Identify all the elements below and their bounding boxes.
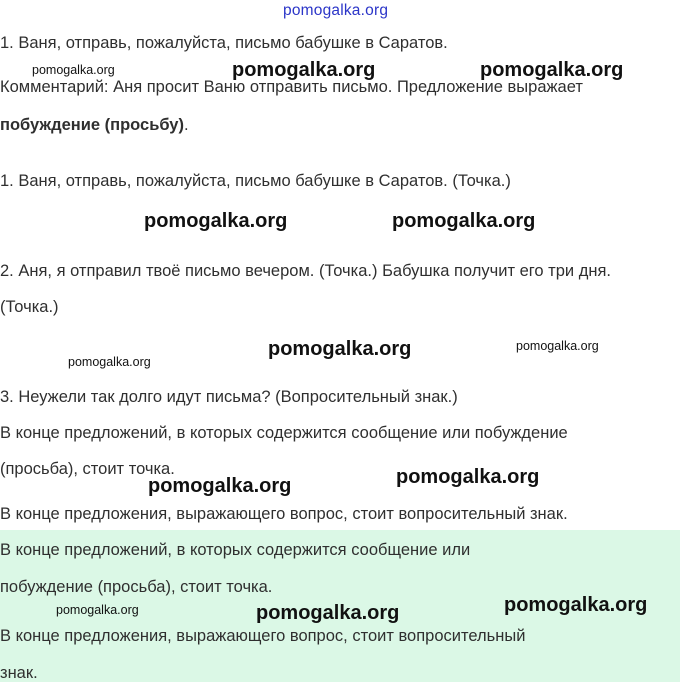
watermark-top: pomogalka.org — [283, 2, 389, 19]
watermark-logo: pomogalka.org — [268, 338, 412, 360]
comment-line-2 — [0, 116, 189, 135]
watermark-logo: pomogalka.org — [504, 594, 648, 616]
highlight-line-2: побуждение (просьба), стоит точка. — [0, 578, 273, 596]
rule-1b: (просьба), стоит точка. — [0, 460, 175, 478]
answer-line-1: 1. Ваня, отправь, пожалуйста, письмо бабушке в Саратов. (Точка.) — [0, 172, 511, 190]
watermark-logo: pomogalka.org — [56, 603, 139, 617]
watermark-logo: pomogalka.org — [32, 63, 115, 77]
rule-1a: В конце предложений, в которых содержится сообщение или побуждение — [0, 424, 568, 442]
watermark-logo: pomogalka.org — [68, 355, 151, 369]
watermark-logo: pomogalka.org — [232, 59, 376, 81]
answer-line-3: 3. Неужели так долго идут письма? (Вопросительный знак.) — [0, 388, 458, 406]
rule-2: В конце предложения, выражающего вопрос, стоит вопросительный знак. — [0, 505, 568, 523]
answer-line-2: 2. Аня, я отправил твоё письмо вечером. (Точка.) Бабушка получит его три дня. — [0, 262, 611, 280]
watermark-logo: pomogalka.org — [256, 602, 400, 624]
watermark-logo: pomogalka.org — [396, 466, 540, 488]
comment-end: . — [183, 116, 189, 134]
watermark-logo: pomogalka.org — [392, 210, 536, 232]
highlight-line-3: В конце предложения, выражающего вопрос, стоит вопросительный — [0, 627, 526, 645]
highlight-line-1: В конце предложений, в которых содержится сообщение или — [0, 541, 471, 559]
watermark-logo: pomogalka.org — [480, 59, 624, 81]
highlight-line-4: знак. — [0, 664, 38, 682]
watermark-logo: pomogalka.org — [516, 339, 599, 353]
task-line-1: 1. Ваня, отправь, пожалуйста, письмо бабушке в Саратов. — [0, 34, 448, 52]
comment-line: Комментарий: Аня просит Ваню отправить письмо. Предложение выражает — [0, 78, 583, 96]
watermark-logo: pomogalka.org — [148, 475, 292, 497]
comment-bold-text: побуждение (просьбу) — [0, 116, 184, 134]
watermark-logo: pomogalka.org — [144, 210, 288, 232]
answer-line-2b: (Точка.) — [0, 298, 59, 316]
